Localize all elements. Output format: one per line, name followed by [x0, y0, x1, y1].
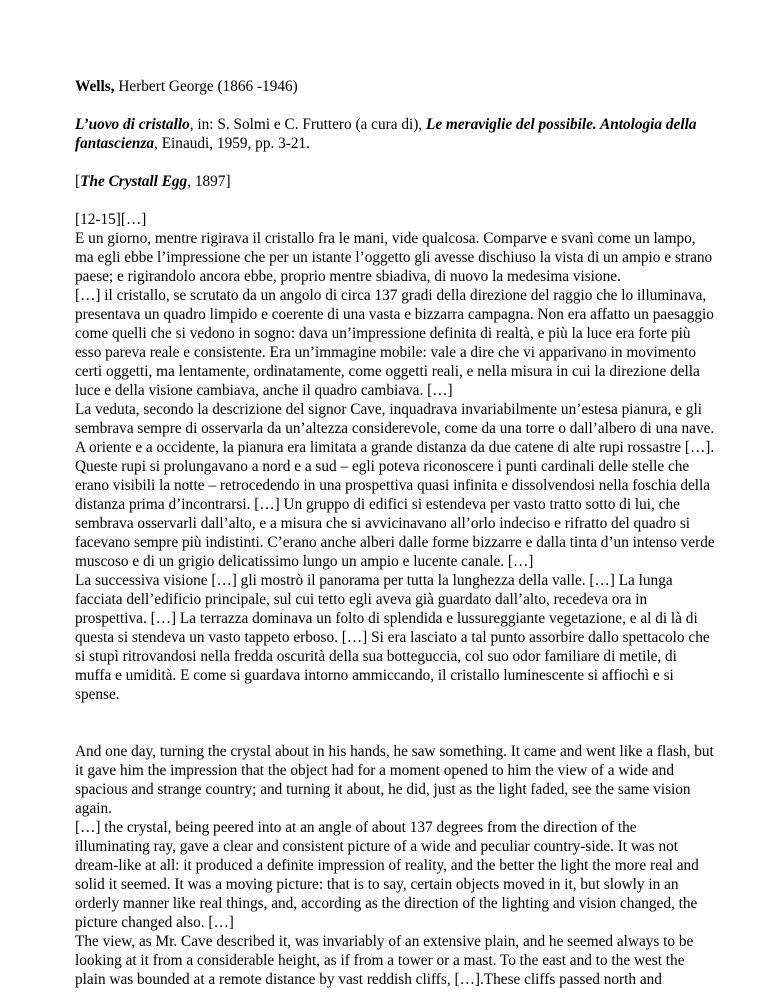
- italian-page-range: [12-15][…]: [75, 211, 147, 228]
- italian-paragraph: […] il cristallo, se scrutato da un angolo di circa 137 gradi della direzione del raggio che lo illuminava, presentava un quadro limpido e coerente di una vasta e bizzarra campagna. Non era affatto un paesaggio come quelli che si vedono in sogno: dava un’impressione definita di realtà, e più la luce era forte più esso pareva reale e consistente. Era un’immagine mobile: vale a dire che vi apparivano in movimento certi oggetti, ma lentamente, ordinatamente, come oggetti reali, e nella misura in cui la direzione della luce e della visione cambiava, anche il quadro cambiava. […]: [75, 287, 714, 399]
- author-name-dates: Herbert George (1866 -1946): [114, 78, 298, 95]
- italian-paragraph: La veduta, secondo la descrizione del signor Cave, inquadrava invariabilmente un’estesa pianura, e gli sembrava sempre di osservarla da un’altezza considerevole, come da una torre o dall’albero di una nave. A oriente e a occidente, la pianura era limitata a grande distanza da due catene di alte rupi rossastre […]. Queste rupi si prolungavano a nord e a sud – egli poteva riconoscere i punti cardinali delle stelle che erano visibili la notte – retrocedendo in una prospettiva quasi infinita e dissolvendosi nella foschia della distanza prima d’incontrarsi. […] Un gruppo di edifici si estendeva per vasto tratto sotto di lui, che sembrava osservarli dall’alto, e a misura che si avvicinavano all’orlo indeciso e rifratto del quadro si facevano sempre più indistinti. C’erano anche alberi dalle forme bizzarre e dalla tinta d’un intenso verde muscoso e di un grigio delicatissimo lungo un ampio e lucente canale. […]: [75, 401, 715, 570]
- bracket-open: [: [75, 173, 81, 190]
- italian-paragraph: La successiva visione […] gli mostrò il panorama per tutta la lunghezza della valle. […] La lunga facciata dell’edificio principale, sul cui tetto egli aveva già guardato dall’alto, recedeva ora in prospettiva. […] La terrazza dominava un folto di splendida e lussureggiante vegetazione, e al di là di questa si stendeva un vasto tappeto erboso. […] Si era lasciato a tal punto assorbire dallo spettacolo che si stupì ritrovandosi nella fredda oscurità della sua botteguccia, col suo odor familiare di metile, di muffa e umidità. E come si guardava intorno ammiccando, il cristallo luminescente si affiochì e si spense.: [75, 572, 710, 703]
- english-paragraph: And one day, turning the crystal about in his hands, he saw something. It came and went like a flash, but it gave him the impression that the object had for a moment opened to him the view of a wide and spacious and strange country; and turning it about, he did, just as the light faded, see the same vision again.: [75, 743, 714, 817]
- original-year: , 1897]: [187, 173, 231, 190]
- citation-publisher: , Einaudi, 1959, pp. 3-21.: [154, 135, 310, 152]
- original-title: The Crystall Egg: [80, 173, 188, 190]
- citation-book-title: Le meraviglie del possibile. Antologia della fantascienza: [75, 116, 697, 152]
- english-paragraph: […] the crystal, being peered into at an angle of about 137 degrees from the direction of the illuminating ray, gave a clear and consistent picture of a wide and peculiar country-side. It was not dream-like at all: it produced a definite impression of reality, and the better the light the more real and solid it seemed. It was a moving picture: that is to say, certain objects moved in it, but slowly in an orderly manner like real things, and, according as the direction of the lighting and vision changed, the picture changed also. […]: [75, 819, 699, 931]
- citation-editors: , in: S. Solmi e C. Fruttero (a cura di),: [189, 116, 426, 133]
- section-spacer: [75, 704, 715, 742]
- citation: [75, 115, 715, 153]
- italian-paragraph: E un giorno, mentre rigirava il cristallo fra le mani, vide qualcosa. Comparve e svanì come un lampo, ma egli ebbe l’impressione che per un istante l’oggetto gli avesse dischiuso la vista di un ampio e strano paese; e rigirandolo ancora ebbe, proprio mentre sbiadiva, di nuovo la medesima visione.: [75, 230, 713, 285]
- original-title-line: [75, 172, 715, 191]
- document-page: [75, 77, 715, 989]
- author-surname: Wells,: [75, 78, 115, 95]
- citation-title: L’uovo di cristallo: [75, 116, 190, 133]
- author-line: [75, 77, 715, 96]
- english-paragraph: The view, as Mr. Cave described it, was invariably of an extensive plain, and he seemed always to be looking at it from a considerable height, as if from a tower or a mast. To the east and to the west the plain was bounded at a remote distance by vast reddish cliffs, […].These cliffs passed north and: [75, 933, 694, 988]
